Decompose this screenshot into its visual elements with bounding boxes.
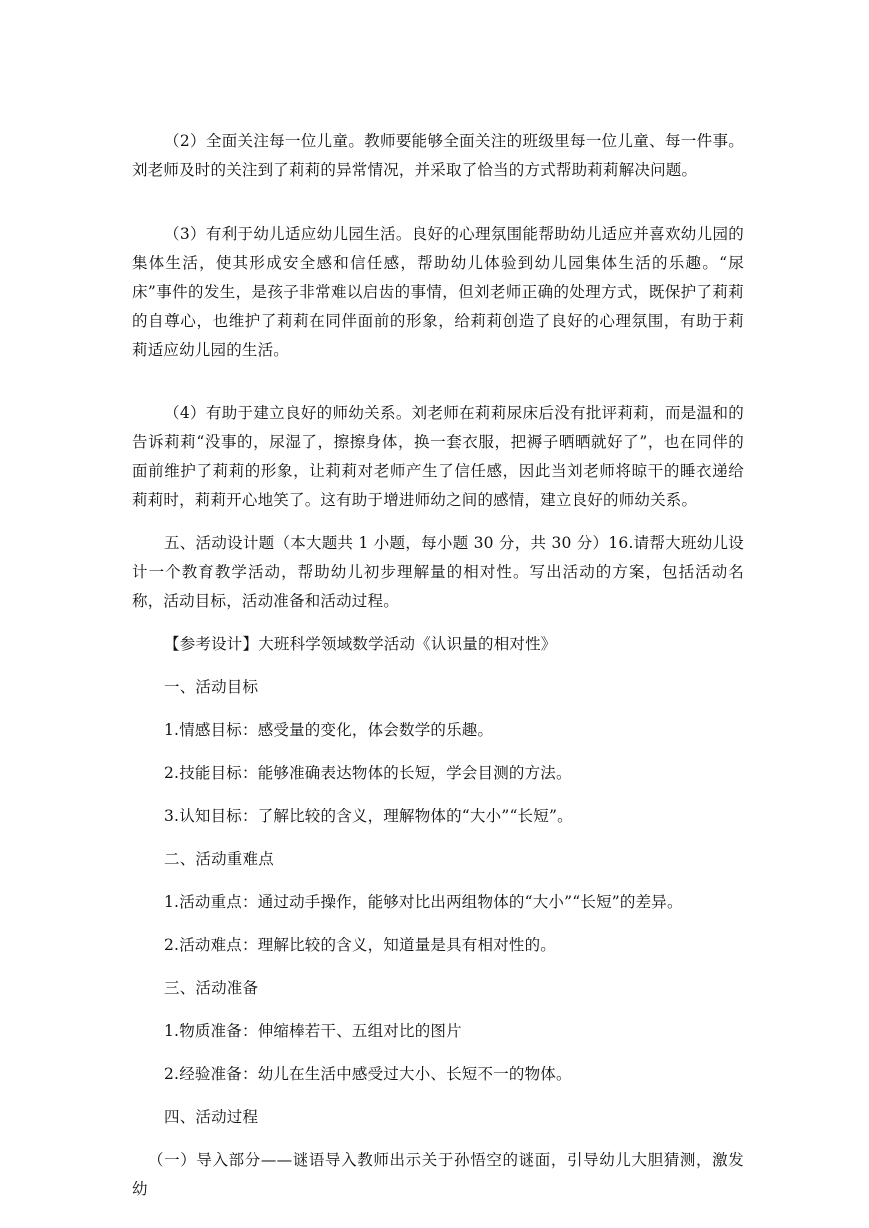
paragraph-8: 2.技能目标：能够准确表达物体的长短，学会目测的方法。 bbox=[164, 764, 572, 782]
paragraph-1: （2）全面关注每一位儿童。教师要能够全面关注的班级里每一位儿童、每一件事。刘老师及时的关注到了莉莉的异常情况，并采取了恰当的方式帮助莉莉解决问题。 bbox=[132, 132, 744, 179]
section-heading-4: 四、活动过程 bbox=[164, 1108, 259, 1126]
paragraph-15: 2.经验准备：幼儿在生活中感受过大小、长短不一的物体。 bbox=[164, 1065, 572, 1083]
paragraph-7: 1.情感目标：感受量的变化，体会数学的乐趣。 bbox=[164, 721, 494, 739]
paragraph-3: （4）有助于建立良好的师幼关系。刘老师在莉莉尿床后没有批评莉莉，而是温和的告诉莉莉“没事的，尿湿了，擦擦身体，换一套衣服，把褥子晒晒就好了”，也在同伴的面前维护了莉莉的形象，让莉莉对老师产生了信任感，因此当刘老师将晾干的睡衣递给莉莉时，莉莉开心地笑了。这有助于增进师幼之间的感情，建立良好的师幼关系。 bbox=[132, 404, 744, 509]
paragraph-9: 3.认知目标：了解比较的含义，理解物体的“大小”“长短”。 bbox=[164, 807, 573, 825]
paragraph-11: 1.活动重点：通过动手操作，能够对比出两组物体的“大小”“长短”的差异。 bbox=[164, 893, 683, 911]
paragraph-5: 【参考设计】大班科学领域数学活动《认识量的相对性》 bbox=[164, 635, 557, 653]
paragraph-12: 2.活动难点：理解比较的含义，知道量是具有相对性的。 bbox=[164, 936, 556, 954]
section-heading-1: 一、活动目标 bbox=[164, 678, 259, 696]
section-heading-2: 二、活动重难点 bbox=[164, 850, 274, 868]
paragraph-4: 五、活动设计题（本大题共 1 小题，每小题 30 分，共 30 分）16.请帮大班幼儿设计一个教育教学活动，帮助幼儿初步理解量的相对性。写出活动的方案，包括活动名称，活动目标，活动准备和活动过程。 bbox=[132, 534, 744, 610]
paragraph-17: （一）导入部分——谜语导入教师出示关于孙悟空的谜面，引导幼儿大胆猜测，激发幼 bbox=[132, 1151, 744, 1198]
section-heading-3: 三、活动准备 bbox=[164, 979, 259, 997]
paragraph-2: （3）有利于幼儿适应幼儿园生活。良好的心理氛围能帮助幼儿适应并喜欢幼儿园的集体生活，使其形成安全感和信任感，帮助幼儿体验到幼儿园集体生活的乐趣。“尿床”事件的发生，是孩子非常难以启齿的事情，但刘老师正确的处理方式，既保护了莉莉的自尊心，也维护了莉莉在同伴面前的形象，给莉莉创造了良好的心理氛围，有助于莉莉适应幼儿园的生活。 bbox=[132, 225, 744, 359]
paragraph-14: 1.物质准备：伸缩棒若干、五组对比的图片 bbox=[164, 1022, 462, 1040]
